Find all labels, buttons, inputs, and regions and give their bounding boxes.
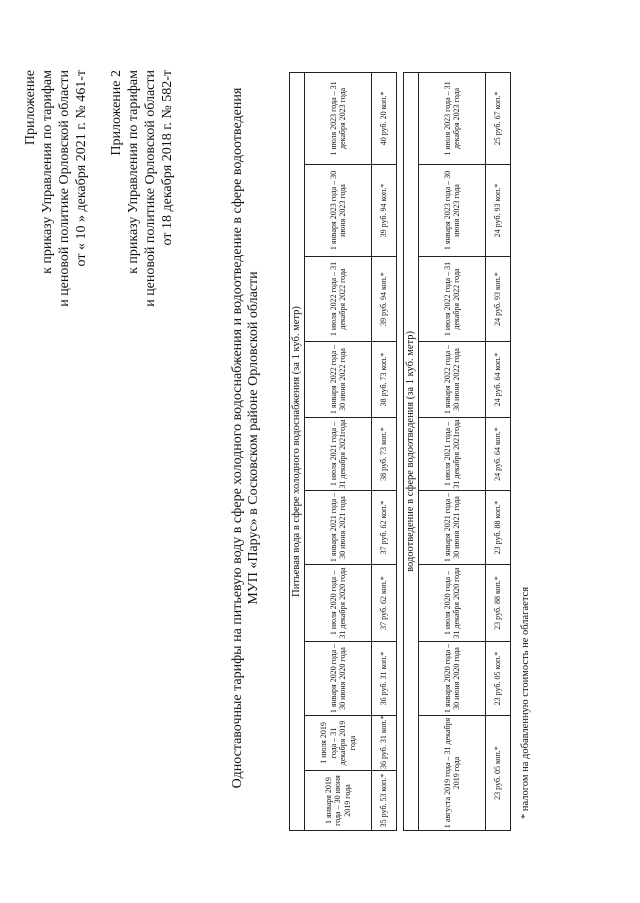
water-period-cell: 1 января 2021 года – 30 июня 2021 года <box>305 491 372 565</box>
appendix-1-line: и ценовой политике Орловской области <box>57 70 72 307</box>
title-line: МУП «Парус» в Сосковском районе Орловской области <box>246 271 261 605</box>
water-period-cell: 1 января 2020 года – 30 июня 2020 года <box>305 642 372 716</box>
water-tariff-value: 38 руб. 73 коп.* <box>372 418 397 491</box>
appendix-1-line: Приложение <box>23 70 38 146</box>
wastewater-tariff-value: 24 руб. 64 коп.* <box>486 418 511 491</box>
document-title <box>230 68 262 808</box>
wastewater-tariff-value: 25 руб. 67 коп.* <box>486 72 511 164</box>
water-section-header: Питьевая вода в сфере холодного водоснабжения (за 1 куб. метр) <box>290 72 305 830</box>
water-tariff-value: 37 руб. 62 коп.* <box>372 565 397 642</box>
water-tariff-value: 39 руб. 94 коп.* <box>372 257 397 342</box>
wastewater-period-cell: 1 июля 2022 года – 31 декабря 2022 года <box>419 257 486 342</box>
appendix-1-header <box>22 70 90 307</box>
wastewater-tariff-value: 24 руб. 93 коп.* <box>486 165 511 257</box>
water-period-cell: 1 июля 2019 года – 31 декабря 2019 года <box>305 716 372 771</box>
wastewater-period-cell: 1 января 2023 года – 30 июня 2023 года <box>419 165 486 257</box>
vat-footnote: * налогом на добавленную стоимость не облагается <box>520 586 531 819</box>
water-tariff-value: 39 руб. 94 коп.* <box>372 165 397 257</box>
appendix-2-line: от 18 декабря 2018 г. № 582-т <box>160 70 175 246</box>
section-gap <box>397 72 404 830</box>
water-period-cell: 1 января 2022 года – 30 июня 2022 года <box>305 342 372 418</box>
wastewater-tariff-value: 23 руб. 88 коп.* <box>486 565 511 642</box>
water-period-cell: 1 января 2023 года – 30 июня 2023 года <box>305 165 372 257</box>
wastewater-section-header: водоотведение в сфере водоотведения (за 1 куб. метр) <box>404 72 419 830</box>
appendix-2-line: и ценовой политике Орловской области <box>143 70 158 307</box>
water-period-cell: 1 июля 2023 года – 31 декабря 2023 года <box>305 72 372 164</box>
wastewater-tariff-value: 23 руб. 05 коп.* <box>486 716 511 831</box>
wastewater-period-cell: 1 июля 2021 года – 31 декабря 2021года <box>419 418 486 491</box>
appendix-2-header <box>108 70 176 307</box>
appendix-2-line: к приказу Управления по тарифам <box>126 70 141 274</box>
water-tariff-value: 40 руб. 20 коп.* <box>372 72 397 164</box>
water-tariff-value: 36 руб. 31 коп.* <box>372 642 397 716</box>
appendix-2-line: Приложение 2 <box>109 70 124 156</box>
wastewater-period-cell: 1 января 2022 года – 30 июня 2022 года <box>419 342 486 418</box>
wastewater-period-cell: 1 января 2020 года – 30 июня 2020 года <box>419 642 486 716</box>
appendix-1-line: от « 10 » декабря 2021 г. № 461-т <box>74 70 89 267</box>
tariff-table <box>289 72 511 831</box>
wastewater-tariff-value: 23 руб. 05 коп.* <box>486 642 511 716</box>
appendix-1-line: к приказу Управления по тарифам <box>40 70 55 274</box>
water-tariff-value: 36 руб. 31 коп.* <box>372 716 397 771</box>
water-period-cell: 1 января 2019 года – 30 июня 2019 года <box>305 771 372 831</box>
wastewater-tariff-value: 24 руб. 93 коп.* <box>486 257 511 342</box>
water-tariff-value: 35 руб. 53 коп.* <box>372 771 397 831</box>
wastewater-period-cell: 1 августа 2019 года – 31 декабря 2019 года <box>419 716 486 831</box>
water-period-cell: 1 июля 2022 года – 31 декабря 2022 года <box>305 257 372 342</box>
wastewater-tariff-value: 23 руб. 88 коп.* <box>486 491 511 565</box>
water-tariff-value: 38 руб. 73 коп.* <box>372 342 397 418</box>
water-tariff-value: 37 руб. 62 коп.* <box>372 491 397 565</box>
title-line: Одноставочные тарифы на питьевую воду в сфере холодного водоснабжения и водоотведение в сфере водоотведения <box>230 87 245 789</box>
water-period-cell: 1 июля 2020 года – 31 декабря 2020 года <box>305 565 372 642</box>
wastewater-period-cell: 1 июля 2023 года – 31 декабря 2023 года <box>419 72 486 164</box>
water-period-cell: 1 июля 2021 года – 31 декабря 2021года <box>305 418 372 491</box>
wastewater-period-cell: 1 января 2021 года – 30 июня 2021 года <box>419 491 486 565</box>
wastewater-tariff-value: 24 руб. 64 коп.* <box>486 342 511 418</box>
wastewater-period-cell: 1 июля 2020 года – 31 декабря 2020 года <box>419 565 486 642</box>
